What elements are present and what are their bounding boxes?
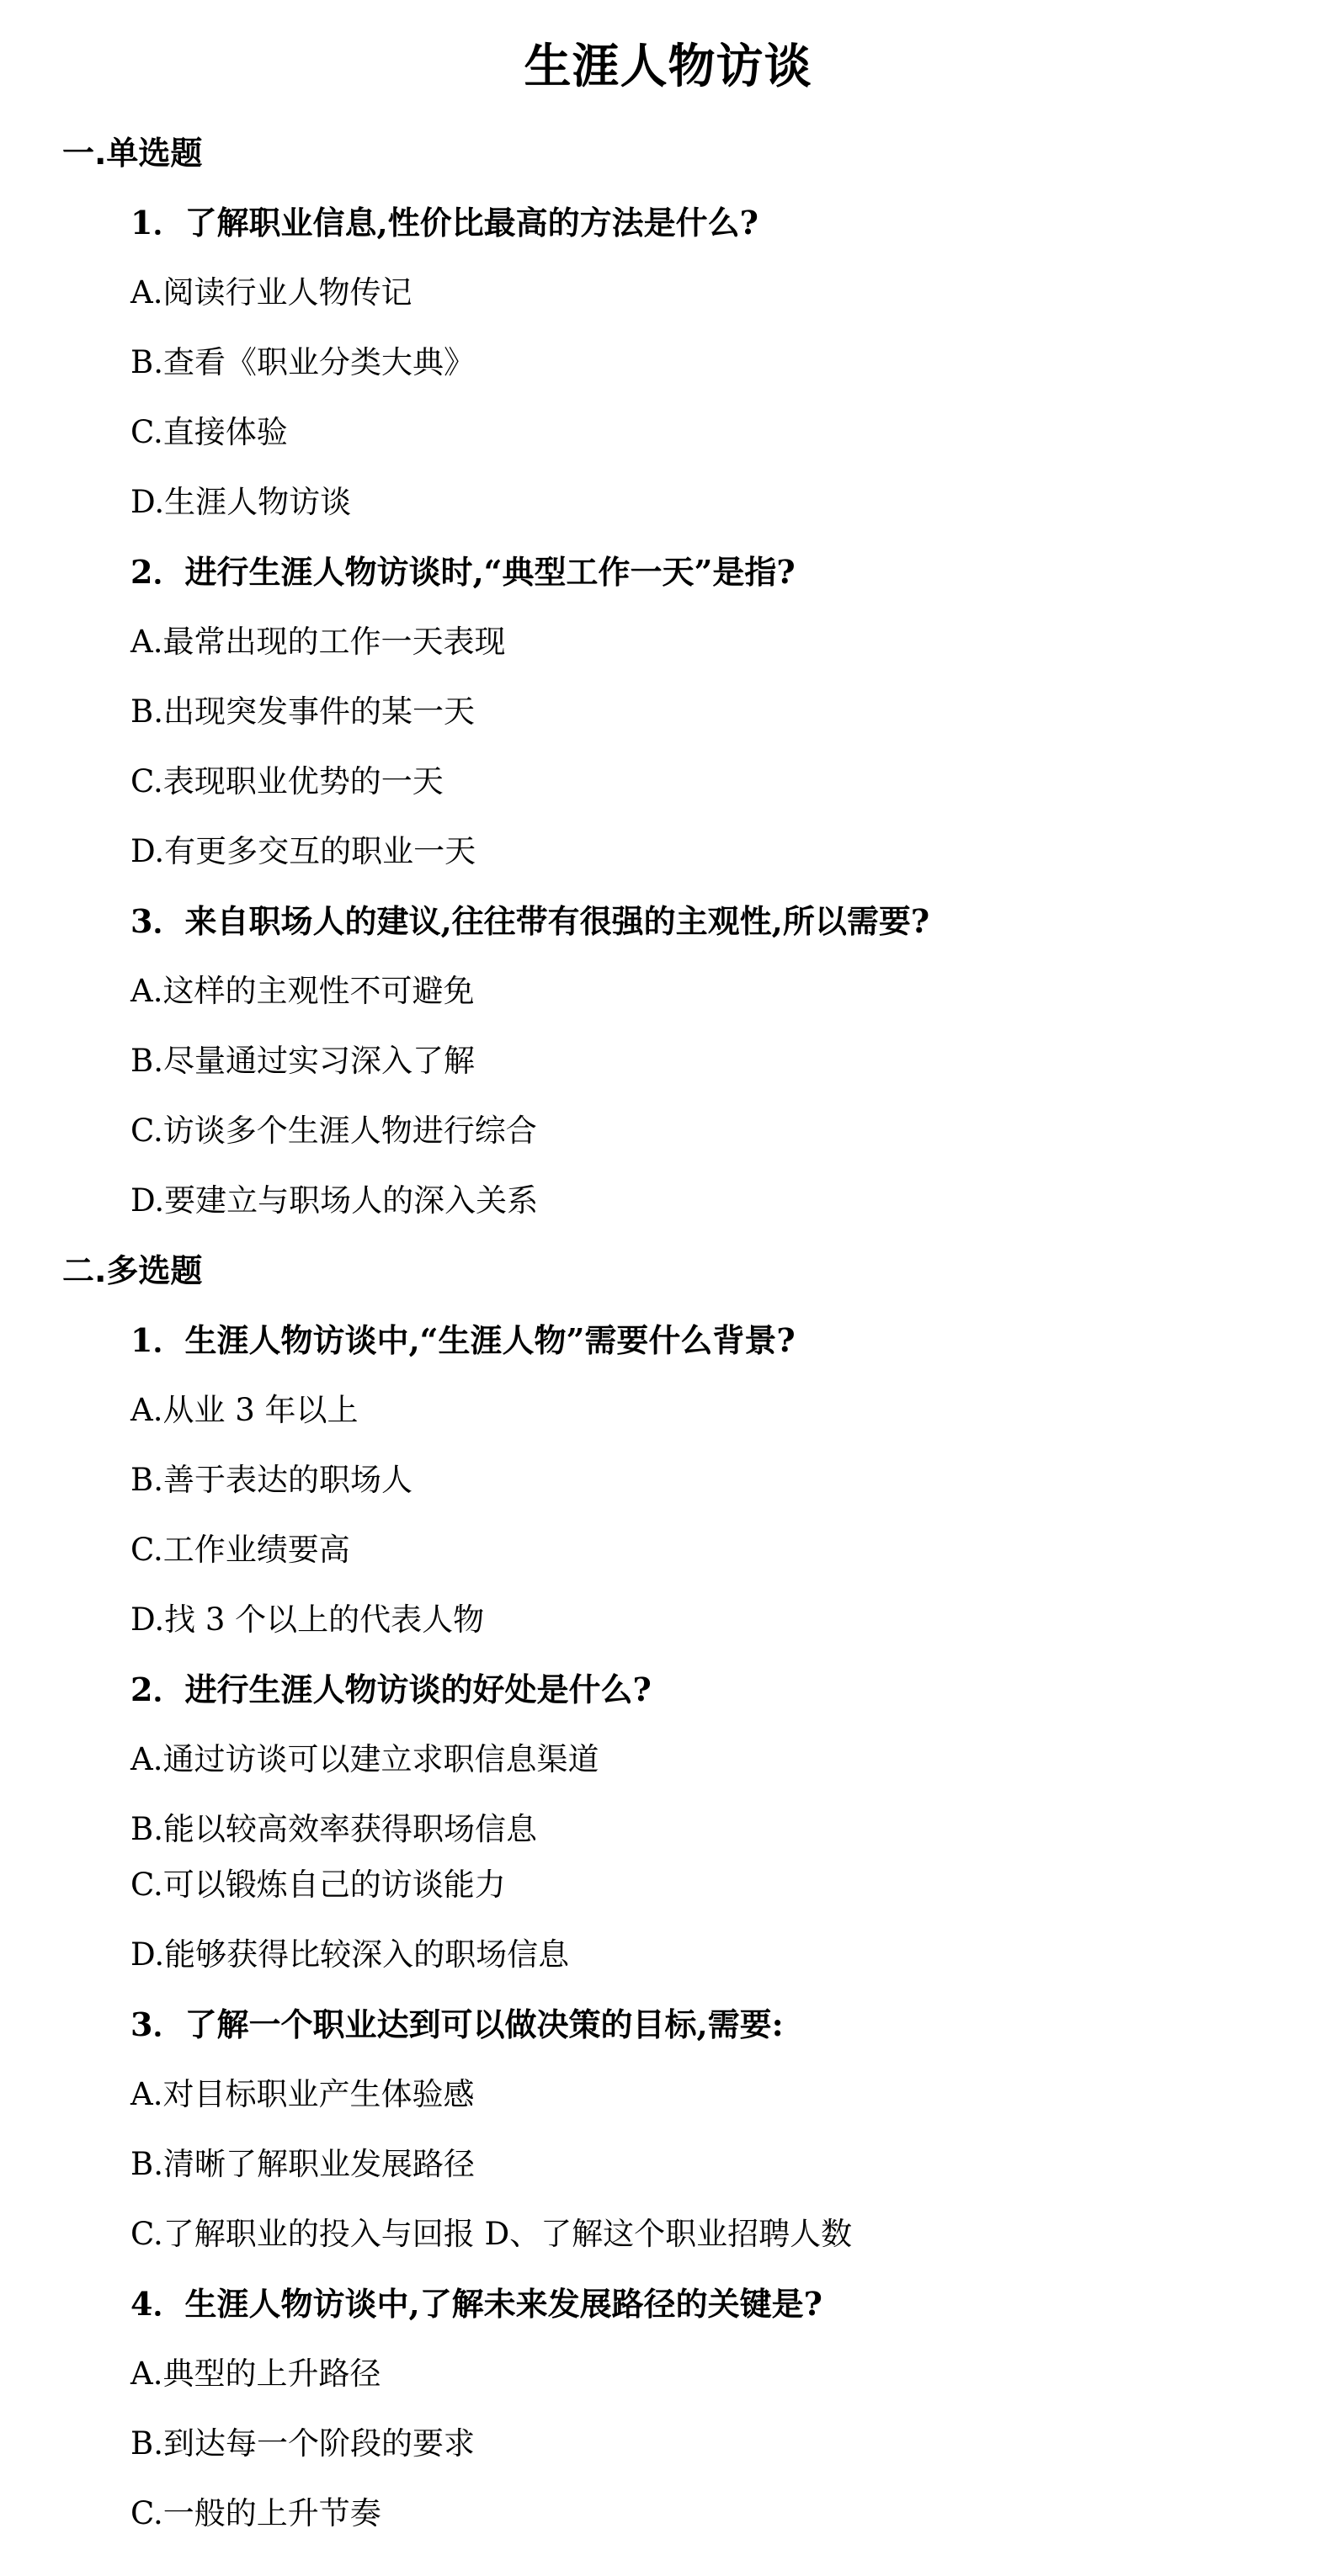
option-1-1-c: C.直接体验	[130, 414, 288, 450]
option-1-3-b: B.尽量通过实习深入了解	[130, 1043, 475, 1079]
option-2-1-b: B.善于表达的职场人	[130, 1462, 413, 1498]
option-2-4-a: A.典型的上升路径	[130, 2356, 381, 2392]
option-2-3-a: A.对目标职业产生体验感	[130, 2076, 475, 2112]
option-2-4-b: B.到达每一个阶段的要求	[130, 2425, 475, 2462]
question-2-3: 3．了解一个职业达到可以做决策的目标,需要:	[130, 2005, 784, 2043]
question-1-1: 1．了解职业信息,性价比最高的方法是什么?	[130, 204, 758, 242]
option-2-1-d: D.找 3 个以上的代表人物	[130, 1601, 485, 1638]
option-1-2-a: A.最常出现的工作一天表现	[130, 624, 506, 660]
option-1-2-b: B.出现突发事件的某一天	[130, 693, 475, 730]
option-1-3-c: C.访谈多个生涯人物进行综合	[130, 1113, 537, 1149]
option-2-1-a: A.从业 3 年以上	[130, 1392, 359, 1428]
option-1-1-b: B.查看《职业分类大典》	[130, 344, 475, 380]
option-2-2-a: A.通过访谈可以建立求职信息渠道	[130, 1741, 599, 1777]
document-title: 生涯人物访谈	[524, 40, 812, 94]
option-1-3-a: A.这样的主观性不可避免	[130, 973, 475, 1009]
option-2-3-b: B.清晰了解职业发展路径	[130, 2146, 475, 2182]
section-heading-multiple-choice: 二.多选题	[62, 1252, 203, 1289]
option-1-2-d: D.有更多交互的职业一天	[130, 833, 476, 869]
option-1-3-d: D.要建立与职场人的深入关系	[130, 1182, 539, 1219]
option-1-1-d: D.生涯人物访谈	[130, 484, 352, 520]
question-2-1: 1．生涯人物访谈中,“生涯人物”需要什么背景?	[130, 1321, 796, 1359]
option-2-3-c-d: C.了解职业的投入与回报 D、了解这个职业招聘人数	[130, 2216, 853, 2252]
question-1-2: 2．进行生涯人物访谈时,“典型工作一天”是指?	[130, 553, 796, 591]
question-1-3: 3．来自职场人的建议,往往带有很强的主观性,所以需要?	[130, 902, 930, 940]
section-heading-single-choice: 一.单选题	[62, 135, 203, 172]
question-2-2: 2．进行生涯人物访谈的好处是什么?	[130, 1670, 652, 1708]
option-2-2-c: C.可以锻炼自己的访谈能力	[130, 1867, 506, 1903]
option-2-1-c: C.工作业绩要高	[130, 1532, 350, 1568]
option-2-4-c: C.一般的上升节奏	[130, 2495, 381, 2531]
option-1-1-a: A.阅读行业人物传记	[130, 274, 413, 311]
option-1-2-c: C.表现职业优势的一天	[130, 763, 444, 799]
option-2-2-b: B.能以较高效率获得职场信息	[130, 1811, 537, 1847]
question-2-4: 4．生涯人物访谈中,了解未来发展路径的关键是?	[130, 2285, 822, 2323]
option-2-2-d: D.能够获得比较深入的职场信息	[130, 1936, 570, 1973]
